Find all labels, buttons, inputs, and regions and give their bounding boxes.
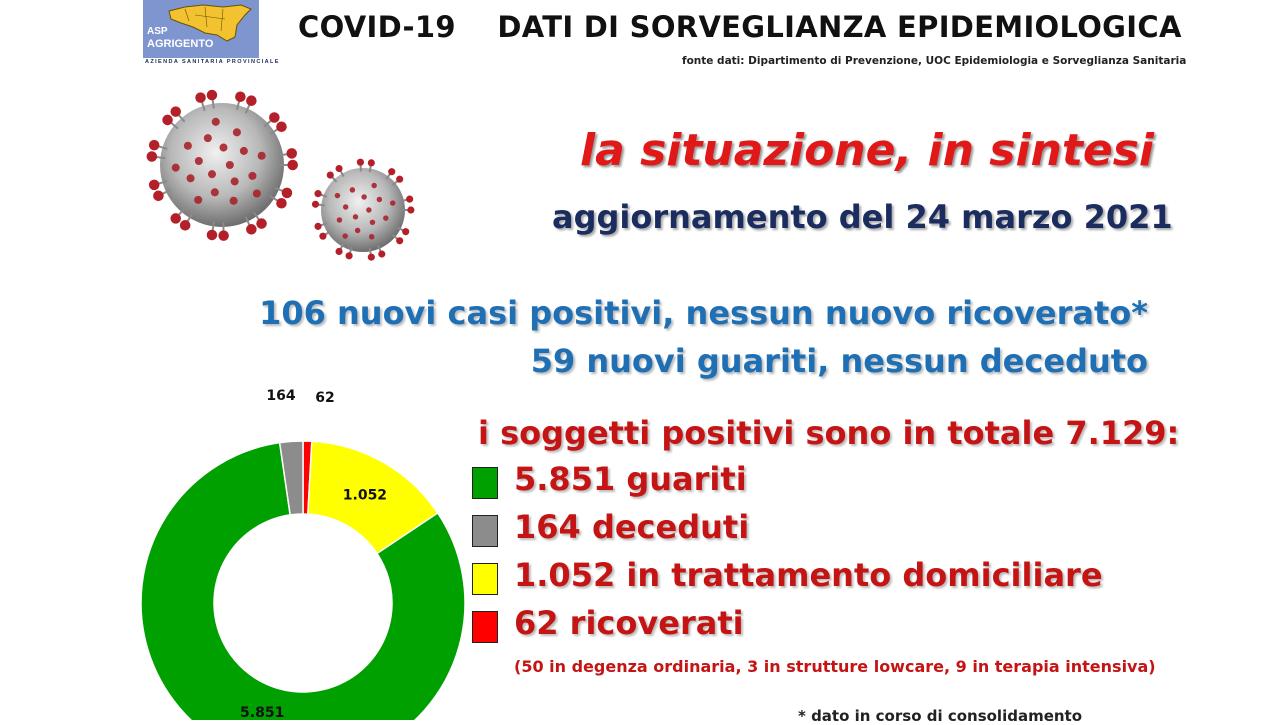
legend-item-domiciliare <box>470 556 1170 604</box>
data-source: fonte dati: Dipartimento di Prevenzione, UOC Epidemiologia e Sorveglianza Sanitaria <box>682 55 1186 67</box>
legend-item-guariti <box>470 460 1170 508</box>
data-label-guariti: 5.851 <box>240 705 284 720</box>
new-cases-line: 106 nuovi casi positivi, nessun nuovo ricoverato* <box>259 294 1148 332</box>
legend-label: 164 deceduti <box>514 508 749 546</box>
legend-label: 1.052 in trattamento domiciliare <box>514 556 1103 594</box>
page-title: COVID-19 DATI DI SORVEGLIANZA EPIDEMIOLOGICA <box>298 10 1182 44</box>
donut-chart <box>120 380 480 720</box>
logo-text-asp: ASP <box>147 26 168 37</box>
summary-title: la situazione, in sintesi <box>580 125 1154 176</box>
legend-label: 62 ricoverati <box>514 604 744 642</box>
sicily-map-icon <box>165 3 253 43</box>
virus-large-icon <box>147 90 298 241</box>
footnote: * dato in corso di consolidamento <box>798 707 1082 725</box>
virus-small-icon <box>312 159 415 261</box>
update-date: aggiornamento del 24 marzo 2021 <box>552 198 1173 236</box>
legend-label: 5.851 guariti <box>514 460 747 498</box>
new-recovered-line: 59 nuovi guariti, nessun deceduto <box>531 342 1148 380</box>
total-positives: i soggetti positivi sono in totale 7.129: <box>478 414 1179 452</box>
chart-legend <box>470 460 1170 652</box>
data-label-ricoverati: 62 <box>315 390 334 406</box>
coronavirus-illustration <box>135 80 435 270</box>
asp-agrigento-logo <box>143 0 259 68</box>
hospital-detail-note: (50 in degenza ordinaria, 3 in strutture lowcare, 9 in terapia intensiva) <box>514 657 1156 676</box>
legend-item-ricoverati <box>470 604 1170 652</box>
data-label-deceduti: 164 <box>266 388 295 404</box>
legend-item-deceduti <box>470 508 1170 556</box>
logo-text-agrigento: AGRIGENTO <box>147 38 213 50</box>
data-label-in-trattamento-domiciliare: 1.052 <box>343 487 387 503</box>
logo-subtitle: AZIENDA SANITARIA PROVINCIALE <box>145 59 280 65</box>
